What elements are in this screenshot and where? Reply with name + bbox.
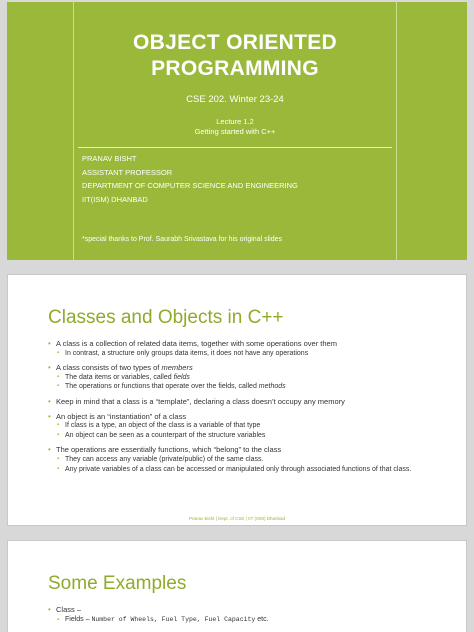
bullet: • Keep in mind that a class is a “template”, declaring a class doesn’t occupy any memory (48, 397, 454, 407)
author-title: ASSISTANT PROFESSOR (82, 167, 173, 177)
author-block (82, 152, 298, 206)
slide-heading: Some Examples (48, 573, 187, 594)
lecture-subtitle: Getting started with C++ (194, 127, 276, 136)
sub-bullet: ▪ If class is a type, an object of the class is a variable of that type (48, 421, 454, 431)
course-code: CSE 202. Winter 23-24 (186, 94, 284, 105)
divider (78, 147, 392, 148)
sub-bullet: ▪ The data items or variables, called fields (48, 373, 454, 383)
sub-bullet: ▪ Fields – Number of Wheels, Fuel Type, Fuel Capacity etc. (48, 615, 454, 625)
slide-body (48, 605, 454, 625)
sub-bullet: ▪ Any private variables of a class can be accessed or manipulated only through associated functions of that class. (48, 465, 454, 475)
author-name: PRANAV BISHT (82, 154, 137, 163)
title-line-1: OBJECT ORIENTED (132, 31, 338, 54)
sub-bullet: ▪ They can access any variable (private/public) of the same class. (48, 455, 454, 465)
slide-body (48, 339, 454, 474)
sub-bullet: ▪ An object can be seen as a counterpart of the structure variables (48, 431, 454, 441)
slide-heading: Classes and Objects in C++ (48, 307, 284, 328)
lecture-number: Lecture 1.2 (216, 117, 254, 126)
title-slide (7, 2, 467, 260)
examples-slide (7, 540, 467, 632)
bullet: • The operations are essentially functions, which “belong” to the class (48, 445, 454, 455)
classes-objects-slide (7, 274, 467, 526)
author-institute: IIT(ISM) DHANBAD (82, 194, 148, 204)
bullet: • A class is a collection of related data items, together with some operations over them (48, 339, 454, 349)
sub-bullet: ▪ In contrast, a structure only groups data items, it does not have any operations (48, 349, 454, 359)
bullet: • Class – (48, 605, 454, 615)
slide-footer: Pranav Bisht | Dept. of CSE | IIT (ISM) Dhanbad (188, 516, 286, 521)
bullet: • An object is an “instantiation” of a class (48, 412, 454, 422)
sub-bullet: ▪ The operations or functions that operate over the fields, called methods (48, 382, 454, 392)
bullet: • A class consists of two types of members (48, 363, 454, 373)
lecture-info (74, 117, 396, 137)
slide-title (74, 30, 396, 82)
acknowledgement: *special thanks to Prof. Saurabh Srivastava for his original slides (82, 236, 282, 243)
title-slide-panel (73, 2, 397, 260)
title-line-2: PROGRAMMING (151, 57, 319, 80)
author-department: DEPARTMENT OF COMPUTER SCIENCE AND ENGINEERING (82, 181, 298, 190)
